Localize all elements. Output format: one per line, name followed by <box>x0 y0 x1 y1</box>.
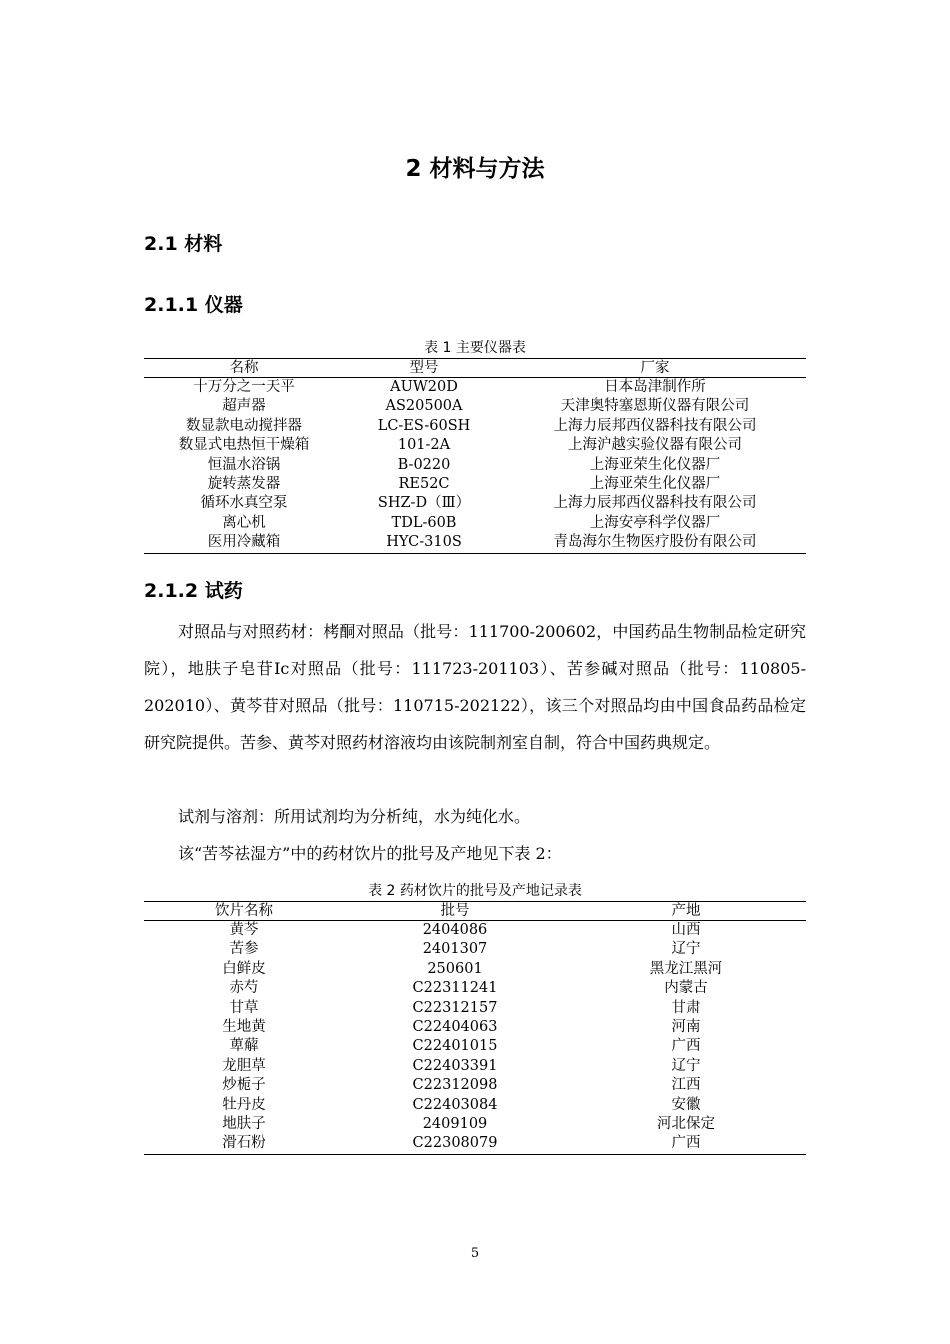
table-cell: 十万分之一天平 <box>193 379 295 395</box>
table-cell: 上海力辰邦西仪器科技有限公司 <box>553 417 757 434</box>
table-row <box>144 1096 806 1115</box>
column-header-name: 名称 <box>144 359 344 378</box>
column-header-herb-name: 饮片名称 <box>144 902 344 921</box>
table-cell: 250601 <box>427 960 483 977</box>
table-cell: 龙胆草 <box>222 1057 266 1074</box>
table-row <box>144 999 806 1018</box>
table-cell: 甘草 <box>229 999 259 1016</box>
section-heading-2-1-1: 2.1.1 仪器 <box>144 294 243 316</box>
table-cell: C22403391 <box>412 1057 498 1074</box>
table-cell: 101-2A <box>397 437 451 454</box>
table-cell: 天津奥特塞恩斯仪器有限公司 <box>560 398 750 415</box>
paragraph-reagents: 试剂与溶剂：所用试剂均为分析纯，水为纯化水。 <box>178 807 531 826</box>
table-cell: 辽宁 <box>671 941 701 958</box>
table-cell: 河北保定 <box>657 1116 715 1133</box>
table-row <box>144 1037 806 1056</box>
table-cell: 甘肃 <box>671 999 701 1016</box>
table-cell: C22404063 <box>412 1019 498 1036</box>
table-cell: 白鲜皮 <box>222 960 266 977</box>
table-cell: 循环水真空泵 <box>200 495 288 512</box>
table-cell: 数显款电动搅拌器 <box>186 417 302 434</box>
table-row <box>144 960 806 979</box>
table-row <box>144 378 806 398</box>
table-row <box>144 979 806 998</box>
table-cell: 萆薢 <box>229 1038 259 1055</box>
table-cell: SHZ-D（Ⅲ） <box>377 495 471 512</box>
table-row <box>144 475 806 494</box>
table-cell: 上海力辰邦西仪器科技有限公司 <box>553 495 757 512</box>
table-cell: 2404086 <box>422 922 488 938</box>
paragraph-table2-intro: 该“苦芩祛湿方”中的药材饮片的批号及产地见下表 2： <box>178 844 562 863</box>
table-row <box>144 514 806 533</box>
section-heading-2-1-2: 2.1.2 试药 <box>144 580 243 602</box>
table1-caption: 表 1 主要仪器表 <box>424 340 526 356</box>
table-cell: 青岛海尔生物医疗股份有限公司 <box>504 533 806 553</box>
table-row <box>144 494 806 513</box>
page-number: 5 <box>470 1246 480 1261</box>
table-cell: C22312157 <box>412 999 498 1016</box>
table-header-row <box>144 902 806 921</box>
table-cell: 医用冷藏箱 <box>144 533 344 553</box>
table-cell: 广西 <box>671 1038 701 1055</box>
table-row <box>144 436 806 455</box>
table-cell: 河南 <box>671 1019 701 1036</box>
table-cell: TDL-60B <box>391 514 457 531</box>
table-cell: 滑石粉 <box>144 1134 344 1154</box>
table-row <box>144 921 806 941</box>
paragraph-reference-standards: 对照品与对照药材：栲酮对照品（批号：111700-200602，中国药品生物制品检定研究院），地肤子皂苷Ic对照品（批号：111723-201103）、苦参碱对照品（批号：110805-202010）、黄芩苷对照品（批号：110715-202122），该三个对照品均由中国食品药品检定研究院提供。苦参、黄芩对照药材溶液均由该院制剂室自制，符合中国药典规定。 <box>144 622 806 752</box>
table-header-row <box>144 359 806 378</box>
chapter-title: 2 材料与方法 <box>405 156 545 182</box>
table-cell: 上海亚荣生化仪器厂 <box>589 476 721 493</box>
table-row <box>144 1076 806 1095</box>
table-cell: 上海沪越实验仪器有限公司 <box>568 437 742 454</box>
column-header-manufacturer: 厂家 <box>504 359 806 378</box>
table-cell: 恒温水浴锅 <box>207 456 281 473</box>
table-cell: 炒栀子 <box>222 1077 266 1094</box>
column-header-model: 型号 <box>344 359 504 378</box>
table-row <box>144 1057 806 1076</box>
table-cell: C22311241 <box>412 980 498 997</box>
section-heading-2-1: 2.1 材料 <box>144 233 223 255</box>
table-cell: 超声器 <box>222 398 266 415</box>
table-cell: 2401307 <box>422 941 488 958</box>
table-cell: RE52C <box>398 476 450 493</box>
table-cell: LC-ES-60SH <box>377 417 471 434</box>
table-cell: C22308079 <box>344 1134 566 1154</box>
table-cell: C22401015 <box>412 1038 498 1055</box>
table-cell: C22403084 <box>412 1096 498 1113</box>
table-cell: 内蒙古 <box>664 980 708 997</box>
table-cell: 苦参 <box>229 941 259 958</box>
table2-caption: 表 2 药材饮片的批号及产地记录表 <box>368 883 582 899</box>
column-header-batch-number: 批号 <box>344 902 566 921</box>
table-cell: 山西 <box>671 922 701 938</box>
table-cell: 上海亚荣生化仪器厂 <box>589 456 721 473</box>
table-cell: 广西 <box>566 1134 806 1154</box>
table-cell: 上海安亭科学仪器厂 <box>589 514 721 531</box>
table-cell: B-0220 <box>397 456 451 473</box>
table-cell: 黑龙江黑河 <box>649 960 723 977</box>
table-cell: 地肤子 <box>222 1116 266 1133</box>
table-row <box>144 1134 806 1154</box>
table-cell: AUW20D <box>390 379 458 395</box>
table-cell: 安徽 <box>671 1096 701 1113</box>
table-row <box>144 940 806 959</box>
table-cell: C22312098 <box>412 1077 498 1094</box>
table-cell: AS20500A <box>385 398 463 415</box>
column-header-origin: 产地 <box>566 902 806 921</box>
table-cell: 赤芍 <box>229 980 259 997</box>
table-cell: 黄芩 <box>229 922 259 938</box>
table-cell: 日本岛津制作所 <box>604 379 706 395</box>
table-row <box>144 456 806 475</box>
table-row <box>144 1018 806 1037</box>
table-cell: 牡丹皮 <box>222 1096 266 1113</box>
table-cell: 数显式电热恒干燥箱 <box>178 437 310 454</box>
table-cell: 生地黄 <box>222 1019 266 1036</box>
table-row <box>144 533 806 553</box>
herb-batch-table <box>144 901 806 1155</box>
table-cell: 离心机 <box>222 514 266 531</box>
table-cell: HYC-310S <box>344 533 504 553</box>
table-row <box>144 397 806 416</box>
table-cell: 江西 <box>671 1077 701 1094</box>
table-row <box>144 417 806 436</box>
table-cell: 辽宁 <box>671 1057 701 1074</box>
instrument-table <box>144 358 806 554</box>
table-row <box>144 1115 806 1134</box>
table-cell: 旋转蒸发器 <box>207 476 281 493</box>
table-cell: 2409109 <box>422 1116 488 1133</box>
